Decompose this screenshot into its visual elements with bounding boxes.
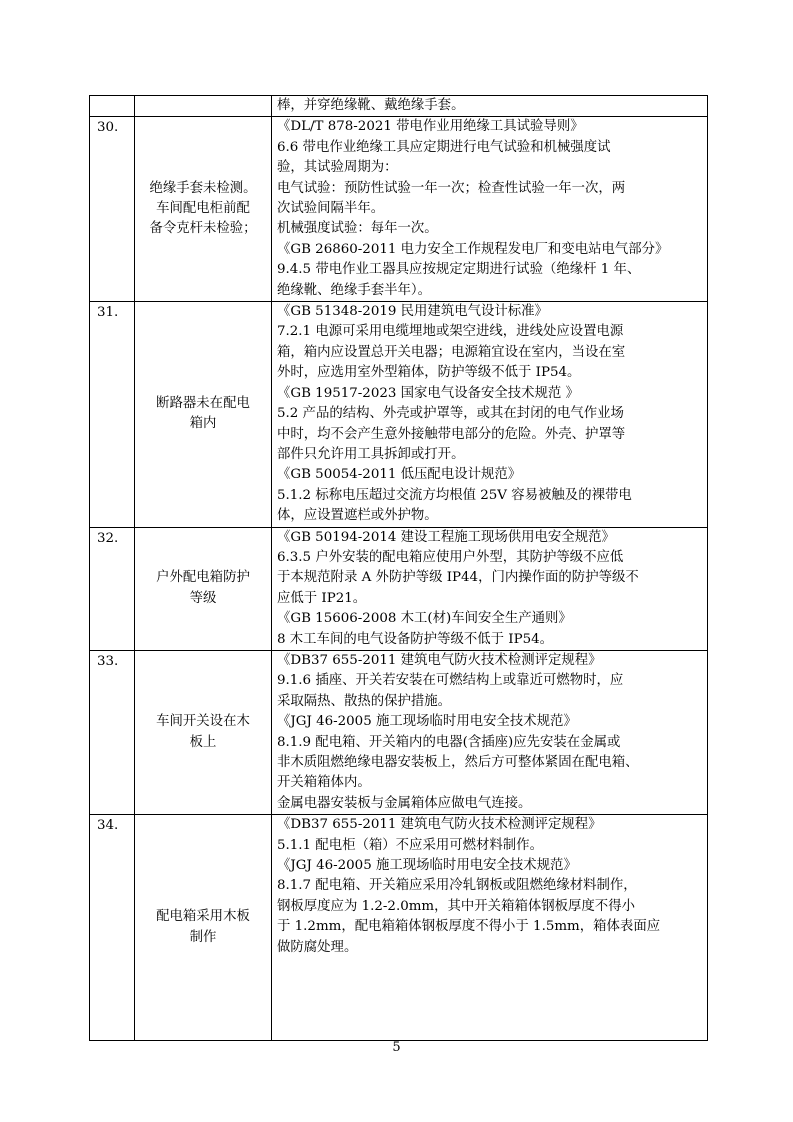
regulation-line: 《DL/T 878-2021 带电作业用绝缘工具试验导则》 <box>277 119 584 135</box>
table-row <box>90 650 708 814</box>
regulation-line: 6.3.5 户外安装的配电箱应使用户外型，其防护等级不应低 <box>277 549 624 565</box>
regulation-line: 《GB 50054-2011 低压配电设计规范》 <box>277 467 522 483</box>
regulation-line: 《JGJ 46-2005 施工现场临时用电安全技术规范》 <box>277 714 577 730</box>
row-number: 33. <box>90 650 135 814</box>
regulation-line: 7.2.1 电源可采用电缆埋地或架空进线，进线处应设置电源 <box>277 324 624 340</box>
issue-line: 绝缘手套未检测。 <box>149 180 257 196</box>
regulation-cell <box>272 650 708 814</box>
issue-cell <box>135 117 272 302</box>
regulation-cell <box>272 527 708 650</box>
row-number <box>90 96 135 117</box>
regulation-line: 《GB 51348-2019 民用建筑电气设计标准》 <box>277 304 548 320</box>
row-number: 30. <box>90 117 135 302</box>
issue-line: 备令克杆未检验； <box>149 221 257 237</box>
regulation-line: 《JGJ 46-2005 施工现场临时用电安全技术规范》 <box>277 858 577 874</box>
regulation-line: 5.1.1 配电柜（箱）不应采用可燃材料制作。 <box>277 837 543 853</box>
regulation-line: 验，其试验周期为： <box>277 160 398 176</box>
issue-cell <box>135 650 272 814</box>
issue-line: 户外配电箱防护 <box>156 570 250 586</box>
regulation-cell <box>272 815 708 1041</box>
regulation-line: 《GB 19517-2023 国家电气设备安全技术规范 》 <box>277 385 579 401</box>
regulation-cell <box>272 302 708 527</box>
regulation-line: 金属电器安装板与金属箱体应做电气连接。 <box>277 795 532 811</box>
regulation-line: 钢板厚度应为 1.2-2.0mm，其中开关箱箱体钢板厚度不得小 <box>277 898 635 914</box>
row-number: 34. <box>90 815 135 1041</box>
regulation-line: 9.4.5 带电作业工器具应按规定定期进行试验（绝缘杆 1 年、 <box>277 262 641 278</box>
regulation-line: 非木质阻燃绝缘电器安装板上，然后方可整体紧固在配电箱、 <box>277 755 639 770</box>
regulation-cell <box>272 96 708 117</box>
issue-line: 断路器未在配电 <box>156 395 250 411</box>
regulation-line: 《GB 26860-2011 电力安全工作规程发电厂和变电站电气部分》 <box>277 241 669 257</box>
regulation-line: 《DB37 655-2011 建筑电气防火技术检测评定规程》 <box>277 817 602 833</box>
regulation-line: 开关箱箱体内。 <box>277 775 371 791</box>
regulation-line: 9.1.6 插座、开关若安装在可燃结构上或靠近可燃物时，应 <box>277 673 624 689</box>
regulation-line: 做防腐处理。 <box>277 939 358 955</box>
regulation-line: 于 1.2mm，配电箱箱体钢板厚度不得小于 1.5mm，箱体表面应 <box>277 919 661 935</box>
regulation-line: 外时，应选用室外型箱体，防护等级不低于 IP54。 <box>277 365 581 381</box>
table-row <box>90 96 708 117</box>
standards-table <box>89 95 708 1041</box>
issue-line: 配电箱采用木板 <box>156 909 250 925</box>
page-number: 5 <box>392 1040 401 1055</box>
regulation-line: 《GB 50194-2014 建设工程施工现场供用电安全规范》 <box>277 529 615 545</box>
regulation-line: 于本规范附录 A 外防护等级 IP44，门内操作面的防护等级不 <box>277 570 639 586</box>
table-row <box>90 117 708 302</box>
regulation-line: 绝缘靴、绝缘手套半年）。 <box>277 282 431 298</box>
regulation-line: 采取隔热、散热的保护措施。 <box>277 693 452 709</box>
regulation-line: 应低于 IP21。 <box>277 590 367 606</box>
regulation-line: 《DB37 655-2011 建筑电气防火技术检测评定规程》 <box>277 652 602 668</box>
regulation-line: 棒，并穿绝缘靴、戴绝缘手套。 <box>277 98 465 113</box>
issue-line: 车间开关设在木 <box>156 714 250 730</box>
regulation-line: 电气试验：预防性试验一年一次；检查性试验一年一次，两 <box>277 180 626 196</box>
table-row <box>90 815 708 1041</box>
regulation-line: 8.1.9 配电箱、开关箱内的电器(含插座)应先安装在金属或 <box>277 734 621 750</box>
row-number: 32. <box>90 527 135 650</box>
issue-cell <box>135 815 272 1041</box>
table-row <box>90 302 708 527</box>
table-row <box>90 527 708 650</box>
regulation-line: 《GB 15606-2008 木工(材)车间安全生产通则》 <box>277 611 572 627</box>
issue-cell <box>135 96 272 117</box>
issue-line: 车间配电柜前配 <box>156 201 250 217</box>
regulation-line: 5.1.2 标称电压超过交流方均根值 25V 容易被触及的裸带电 <box>277 487 632 503</box>
issue-line: 制作 <box>189 929 217 945</box>
regulation-line: 机械强度试验：每年一次。 <box>277 221 438 237</box>
regulation-line: 箱，箱内应设置总开关电器；电源箱宜设在室内，当设在室 <box>277 344 626 360</box>
issue-cell <box>135 302 272 527</box>
row-number: 31. <box>90 302 135 527</box>
regulation-line: 8 木工车间的电气设备防护等级不低于 IP54。 <box>277 631 554 647</box>
regulation-line: 5.2 产品的结构、外壳或护罩等，或其在封闭的电气作业场 <box>277 406 624 422</box>
regulation-line: 8.1.7 配电箱、开关箱应采用冷轧钢板或阻燃绝缘材料制作， <box>277 878 637 894</box>
issue-line: 板上 <box>189 734 217 750</box>
regulation-line: 6.6 带电作业绝缘工具应定期进行电气试验和机械强度试 <box>277 139 611 155</box>
regulation-line: 部件只允许用工具拆卸或打开。 <box>277 446 465 462</box>
regulation-line: 体，应设置遮栏或外护物。 <box>277 508 438 524</box>
issue-line: 等级 <box>189 590 217 606</box>
regulation-cell <box>272 117 708 302</box>
issue-cell <box>135 527 272 650</box>
regulation-line: 次试验间隔半年。 <box>277 201 385 217</box>
issue-line: 箱内 <box>189 416 217 432</box>
regulation-line: 中时，均不会产生意外接触带电部分的危险。外壳、护罩等 <box>277 426 626 442</box>
